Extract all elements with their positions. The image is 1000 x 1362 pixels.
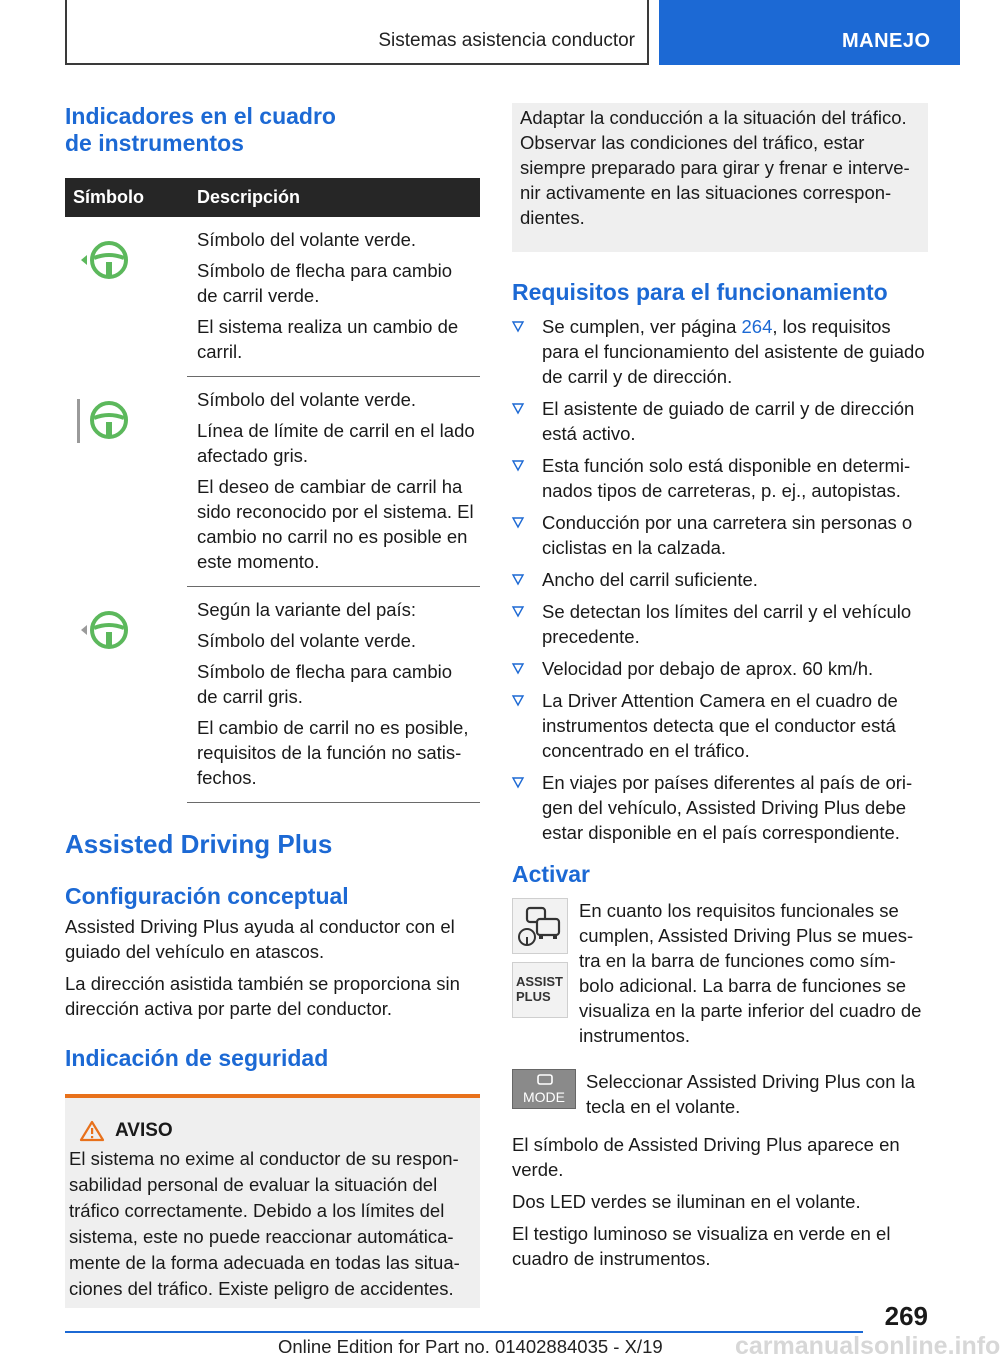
- req-text: , los requisitos para el funcionamiento del asistente de guiado de carril y de dirección.: [542, 316, 925, 387]
- desc-line: Línea de límite de carril en el lado afectado gris.: [197, 420, 475, 466]
- list-item: [512, 453, 928, 503]
- left-column: [65, 103, 480, 1308]
- list-item: [512, 688, 928, 763]
- req-text: La Driver Attention Camera en el cuadro de instrumentos detecta que el conductor está concentrado en el tráfico.: [542, 690, 898, 761]
- steering-wheel-arrow-grey-icon: [71, 605, 151, 655]
- table-row: [65, 377, 480, 587]
- th-description: Descripción: [187, 178, 480, 217]
- list-item: [512, 599, 928, 649]
- mode-block: [512, 1069, 928, 1126]
- triangle-bullet-icon: [512, 662, 524, 674]
- req-text: Esta función solo está disponible en determi-nados tipos de carreteras, p. ej., autopistas.: [542, 455, 911, 501]
- mode-button-icon: [512, 1069, 576, 1109]
- desc-line: El sistema realiza un cambio de carril.: [197, 316, 459, 362]
- traffic-note-box: Adaptar la conducción a la situación del tráfico. Observar las condiciones del tráfico, estar siempre preparado para girar y frenar e interve-nir activamente en las situaciones correspon-dientes.: [512, 103, 928, 252]
- plus-label: PLUS: [516, 989, 551, 1004]
- req-text: Se detectan los límites del carril y el vehículo precedente.: [542, 601, 912, 647]
- table-header: [65, 178, 480, 217]
- triangle-bullet-icon: [512, 320, 524, 332]
- description-cell: [187, 217, 480, 377]
- header-tab-label: MANEJO: [842, 30, 931, 52]
- activate-heading: Activar: [512, 861, 590, 887]
- safety-heading: Indicación de seguridad: [65, 1045, 329, 1071]
- description-cell: [187, 377, 480, 587]
- req-text: Velocidad por debajo de aprox. 60 km/h.: [542, 658, 874, 679]
- desc-line: Símbolo del volante verde.: [197, 389, 417, 410]
- table-row: [65, 587, 480, 803]
- steering-wheel-arrow-green-icon: [71, 235, 151, 285]
- footer-edition: Online Edition for Part no. 01402884035 - X/19: [278, 1336, 663, 1357]
- watermark: carmanualsonline.info: [735, 1332, 1000, 1360]
- activate-icons: [512, 898, 574, 1055]
- desc-line: El cambio de carril no es posible, requisitos de la función no satis-fechos.: [197, 717, 469, 788]
- list-item: [512, 510, 928, 560]
- concept-body: [65, 914, 480, 1021]
- desc-line: El deseo de cambiar de carril ha sido reconocido por el sistema. El cambio no carril no es posible en este momento.: [197, 476, 474, 572]
- symbols-table: [65, 178, 480, 803]
- concept-heading: Configuración conceptual: [65, 883, 349, 909]
- activate-result: [512, 1132, 928, 1271]
- symbol-cell: [65, 217, 187, 377]
- th-symbol: Símbolo: [65, 178, 187, 217]
- desc-line: Símbolo de flecha para cambio de carril gris.: [197, 661, 453, 707]
- triangle-bullet-icon: [512, 605, 524, 617]
- mode-paragraph: Seleccionar Assisted Driving Plus con la tecla en el volante.: [586, 1071, 916, 1117]
- header-tab-manejo[interactable]: [659, 0, 960, 65]
- result-paragraph: El símbolo de Assisted Driving Plus aparece en verde.: [512, 1134, 900, 1180]
- mode-text: [586, 1069, 926, 1126]
- steering-wheel-lane-line-icon: [71, 395, 151, 445]
- indicators-heading: Indicadores en el cuadro de instrumentos: [65, 103, 336, 156]
- desc-line: Símbolo de flecha para cambio de carril verde.: [197, 260, 453, 306]
- list-item: [512, 656, 928, 681]
- requirements-list: [512, 314, 928, 845]
- warning-text: El sistema no exime al conductor de su respon-sabilidad personal de evaluar la situación del tráfico correctamente. Debido a los límites del sistema, este no puede reaccionar automática-mente de la forma adecuada en todas las situa-ciones del tráfico. Existe peligro de accidentes.: [69, 1148, 460, 1299]
- assisted-driving-cars-icon: [512, 898, 568, 954]
- header-section-title: Sistemas asistencia conductor: [378, 30, 635, 51]
- description-cell: [187, 587, 480, 803]
- activate-block: [512, 898, 928, 1055]
- table-row: [65, 217, 480, 377]
- concept-paragraph: Assisted Driving Plus ayuda al conductor con el guiado del vehículo en atascos.: [65, 916, 455, 962]
- concept-paragraph: La dirección asistida también se proporciona sin dirección activa por parte del conductor.: [65, 973, 460, 1019]
- requirements-heading: Requisitos para el funcionamiento: [512, 279, 888, 305]
- result-paragraph: Dos LED verdes se iluminan en el volante.: [512, 1191, 861, 1212]
- list-item: [512, 396, 928, 446]
- activate-paragraph: En cuanto los requisitos funcionales se cumplen, Assisted Driving Plus se mues-tra en la barra de funciones como sím-bolo adicional. La barra de funciones se visualiza en la parte inferior del cuadro de instrumentos.: [579, 900, 922, 1046]
- triangle-bullet-icon: [512, 459, 524, 471]
- assist-plus-icon: [512, 962, 568, 1018]
- desc-line: Símbolo del volante verde.: [197, 229, 417, 250]
- triangle-bullet-icon: [512, 694, 524, 706]
- warning-label: AVISO: [115, 1120, 173, 1141]
- adp-heading: Assisted Driving Plus: [65, 829, 333, 859]
- car-icon: [536, 1073, 554, 1087]
- triangle-bullet-icon: [512, 516, 524, 528]
- req-text: Conducción por una carretera sin personas o ciclistas en la calzada.: [542, 512, 913, 558]
- desc-line: Símbolo del volante verde.: [197, 630, 417, 651]
- page-number: 269: [884, 1301, 928, 1331]
- triangle-bullet-icon: [512, 573, 524, 585]
- list-item: [512, 770, 928, 845]
- warning-title: [79, 1120, 472, 1142]
- desc-line: Según la variante del país:: [197, 599, 417, 620]
- right-column: [512, 103, 928, 1278]
- result-paragraph: El testigo luminoso se visualiza en verde en el cuadro de instrumentos.: [512, 1223, 891, 1269]
- triangle-bullet-icon: [512, 776, 524, 788]
- req-text: Se cumplen, ver página: [542, 316, 742, 337]
- header-section-box: [65, 0, 649, 65]
- req-text: Ancho del carril suficiente.: [542, 569, 758, 590]
- req-text: En viajes por países diferentes al país de ori-gen del vehículo, Assisted Driving Plus debe estar disponible en el país correspondiente.: [542, 772, 913, 843]
- warning-triangle-icon: [79, 1120, 105, 1142]
- symbol-cell: [65, 587, 187, 803]
- list-item: [512, 314, 928, 389]
- activate-text: [579, 898, 928, 1055]
- triangle-bullet-icon: [512, 402, 524, 414]
- warning-box: [65, 1094, 480, 1308]
- mode-label: MODE: [523, 1089, 565, 1105]
- symbol-cell: [65, 377, 187, 587]
- list-item: [512, 567, 928, 592]
- page-link-264[interactable]: 264: [741, 316, 773, 337]
- req-text: El asistente de guiado de carril y de dirección está activo.: [542, 398, 915, 444]
- assist-label: ASSIST: [516, 974, 563, 989]
